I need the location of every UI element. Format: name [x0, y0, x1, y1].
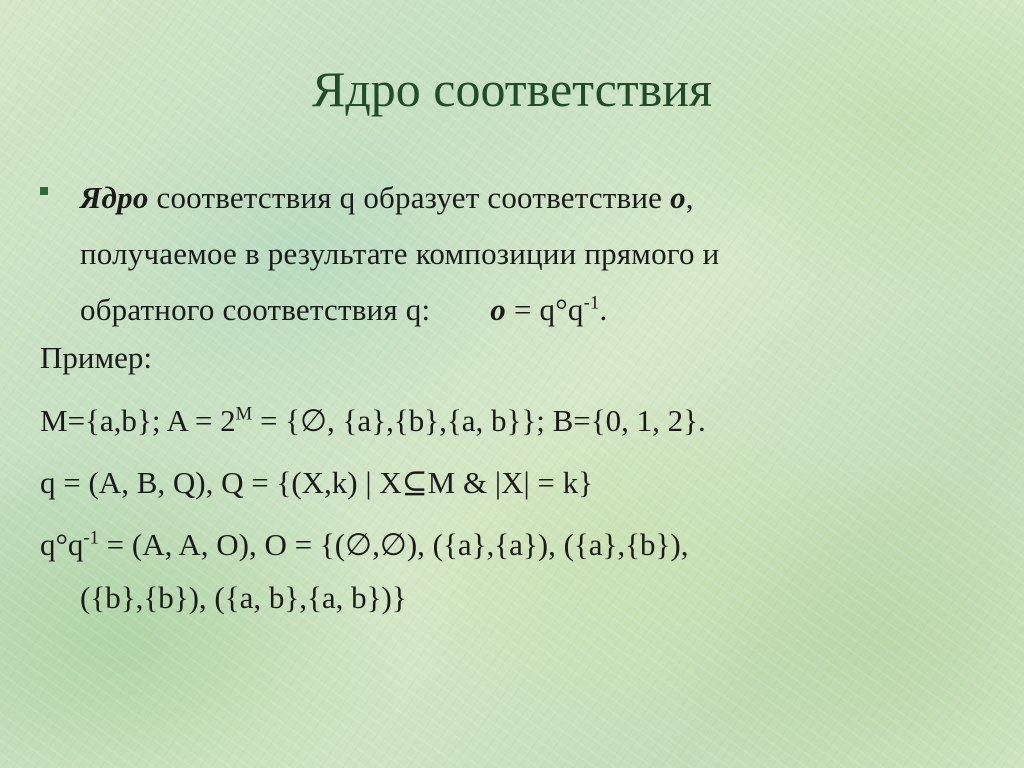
- bullet-text-part1: соответствия q образует соответствие: [148, 180, 671, 215]
- formula-rest: = q°q: [505, 292, 584, 327]
- formula-sup: -1: [583, 292, 600, 314]
- kernel-symbol: o: [670, 180, 686, 215]
- comp-part1: q°q: [40, 527, 84, 562]
- bullet-line3: обратного соответствия q:: [80, 292, 431, 327]
- bullet-item: [40, 170, 1000, 338]
- example-line-composition-cont: ({b},{b}), ({a, b},{a, b})}: [80, 580, 407, 615]
- formula-end: .: [599, 292, 608, 327]
- comp-part2: = (A, A, O), O = {(∅,∅), ({a},{a}), ({a},{b}),: [98, 527, 689, 562]
- example-line-q: q = (A, B, Q), Q = {(X,k) | X⊆M & |X| = k}: [40, 465, 594, 500]
- example-label: Пример:: [40, 340, 152, 375]
- square-bullet-icon: [40, 187, 48, 195]
- bullet-text: [80, 170, 1000, 338]
- sets-sup: M: [235, 403, 253, 425]
- term-kernel: Ядро: [80, 180, 149, 215]
- formula-symbol: o: [490, 292, 506, 327]
- bullet-line2: получаемое в результате композиции прямого и: [80, 236, 720, 271]
- sets-part1: M={a,b}; A = 2: [40, 403, 236, 438]
- sets-part2: = {∅, {a},{b},{a, b}}; B={0, 1, 2}.: [252, 403, 706, 438]
- slide-title: Ядро соответствия: [311, 61, 713, 117]
- example-line-sets: [40, 393, 706, 449]
- bullet-text-part2: ,: [685, 180, 694, 215]
- example-line-composition: [40, 517, 689, 573]
- comp-sup: -1: [83, 527, 99, 549]
